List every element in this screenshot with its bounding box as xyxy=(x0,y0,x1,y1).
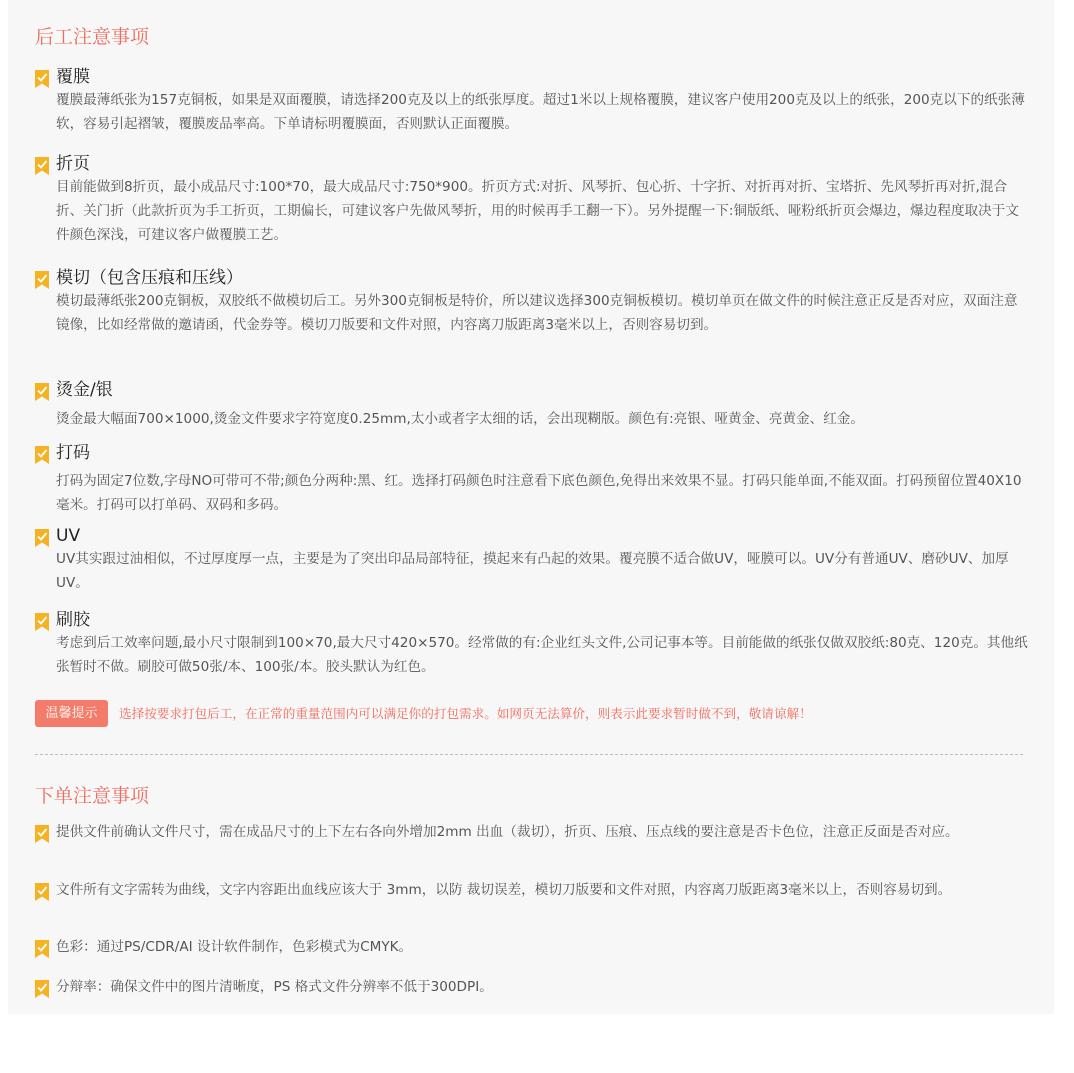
order-item-resolution xyxy=(35,975,1030,999)
post-item-foil-stamping xyxy=(35,379,1030,431)
item-body: 考虑到后工效率问题,最小尺寸限制到100×70,最大尺寸420×570。经常做的有:企业红头文件,公司记事本等。目前能做的纸张仅做双胶纸:80克、120克。其他纸张暂时不做。刷胶可做50张/本、100张/本。胶头默认为红色。 xyxy=(56,635,1028,675)
post-processing-title: 后工注意事项 xyxy=(35,26,150,48)
item-title: 烫金/银 xyxy=(56,380,113,400)
post-item-uv xyxy=(35,525,1030,595)
item-body: 覆膜最薄纸张为157克铜板，如果是双面覆膜，请选择200克及以上的纸张厚度。超过1米以上规格覆膜，建议客户使用200克及以上的纸张，200克以下的纸张薄软，容易引起褶皱，覆膜废品率高。下单请标明覆膜面，否则默认正面覆膜。 xyxy=(56,92,1025,132)
checkmark-badge-icon xyxy=(35,940,49,958)
reminder-text: 选择按要求打包后工，在正常的重量范围内可以满足你的打包需求。如网页无法算价，则表示此要求暂时做不到，敬请谅解！ xyxy=(119,706,812,721)
item-title: 刷胶 xyxy=(56,610,90,630)
item-body: 烫金最大幅面700×1000,烫金文件要求字符宽度0.25mm,太小或者字太细的话，会出现糊版。颜色有:亮银、哑黄金、亮黄金、红金。 xyxy=(56,411,864,427)
checkmark-badge-icon xyxy=(35,157,49,175)
item-title: 模切（包含压痕和压线） xyxy=(56,268,243,288)
item-body: 色彩：通过PS/CDR/AI 设计软件制作，色彩模式为CMYK。 xyxy=(56,939,413,955)
order-notes-title: 下单注意事项 xyxy=(35,785,150,807)
reminder-label: 温馨提示 xyxy=(35,700,108,727)
item-body: 模切最薄纸张200克铜板，双胶纸不做模切后工。另外300克铜板是特价，所以建议选择300克铜板模切。模切单页在做文件的时候注意正反是否对应，双面注意镜像，比如经常做的邀请函，代金券等。模切刀版要和文件对照，内容离刀版距离3毫米以上，否则容易切到。 xyxy=(56,293,1018,333)
checkmark-badge-icon xyxy=(35,980,49,998)
post-item-lamination xyxy=(35,66,1030,136)
item-body: 打码为固定7位数,字母NO可带可不带;颜色分两种:黑、红。选择打码颜色时注意看下底色颜色,免得出来效果不显。打码只能单面,不能双面。打码预留位置40X10毫米。打码可以打单码、双码和多码。 xyxy=(56,473,1022,513)
item-title: UV xyxy=(56,526,81,546)
item-title: 打码 xyxy=(56,443,90,463)
checkmark-badge-icon xyxy=(35,883,49,901)
post-item-glue-binding xyxy=(35,609,1030,679)
checkmark-badge-icon xyxy=(35,529,49,547)
item-title: 折页 xyxy=(56,154,90,174)
section-divider xyxy=(35,754,1023,755)
order-item-file-size xyxy=(35,820,1030,844)
item-title: 覆膜 xyxy=(56,67,90,87)
order-item-text-outlines xyxy=(35,878,1030,902)
item-body: 分辩率：确保文件中的图片清晰度，PS 格式文件分辨率不低于300DPI。 xyxy=(56,979,493,995)
checkmark-badge-icon xyxy=(35,613,49,631)
checkmark-badge-icon xyxy=(35,70,49,88)
item-body: 文件所有文字需转为曲线，文字内容距出血线应该大于 3mm，以防 裁切误差，模切刀版要和文件对照，内容离刀版距离3毫米以上，否则容易切到。 xyxy=(56,882,952,898)
checkmark-badge-icon xyxy=(35,825,49,843)
item-body: UV其实跟过油相似，不过厚度厚一点，主要是为了突出印品局部特征，摸起来有凸起的效果。覆亮膜不适合做UV，哑膜可以。UV分有普通UV、磨砂UV、加厚UV。 xyxy=(56,551,1009,591)
checkmark-badge-icon xyxy=(35,271,49,289)
order-item-color-mode xyxy=(35,935,1030,959)
post-item-die-cut xyxy=(35,267,1030,337)
post-item-numbering xyxy=(35,442,1030,517)
checkmark-badge-icon xyxy=(35,383,49,401)
item-body: 目前能做到8折页，最小成品尺寸:100*70，最大成品尺寸:750*900。折页方式:对折、风琴折、包心折、十字折、对折再对折、宝塔折、先风琴折再对折,混合折、关门折（此款折页为手工折页，工期偏长，可建议客户先做风琴折，用的时候再手工翻一下）。另外提醒一下:铜版纸、哑粉纸折页会爆边，爆边程度取决于文件颜色深浅，可建议客户做覆膜工艺。 xyxy=(56,179,1019,243)
checkmark-badge-icon xyxy=(35,446,49,464)
post-item-folding xyxy=(35,153,1030,247)
notice-panel xyxy=(8,0,1054,1014)
item-body: 提供文件前确认文件尺寸，需在成品尺寸的上下左右各向外增加2mm 出血（裁切），折页、压痕、压点线的要注意是否卡色位，注意正反面是否对应。 xyxy=(56,824,959,840)
